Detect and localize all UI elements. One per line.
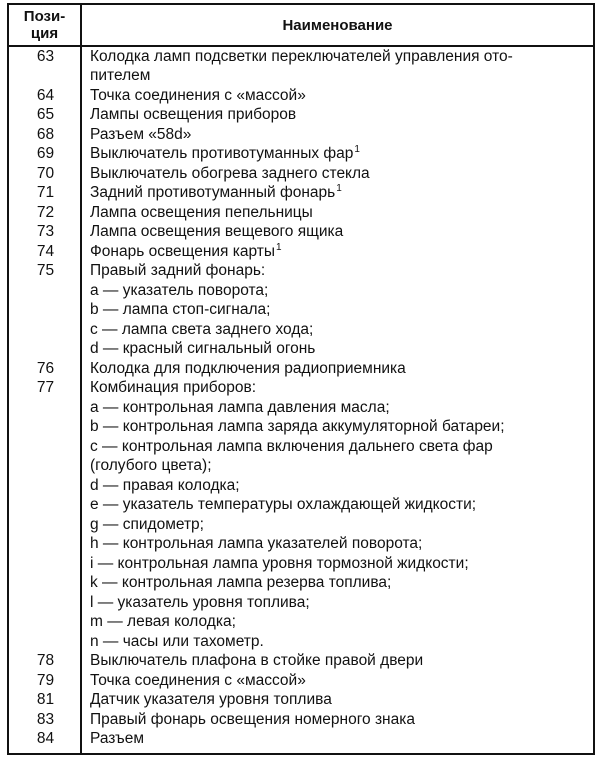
table-row — [9, 86, 593, 106]
row-name — [82, 496, 593, 514]
row-name-text: d — правая колодка; — [90, 476, 240, 494]
table-row — [9, 340, 593, 360]
row-position: 73 — [36, 223, 55, 241]
row-name — [82, 243, 593, 261]
row-name-text: h — контрольная лампа указателей поворота; — [90, 535, 423, 553]
table-row — [9, 574, 593, 594]
row-name-text: Фонарь освещения карты — [90, 242, 276, 260]
row-name-text: i — контрольная лампа уровня тормозной жидкости; — [90, 554, 469, 572]
row-name-text: Лампа освещения вещевого ящика — [90, 223, 344, 241]
row-name — [82, 594, 593, 612]
row-name-text: Выключатель плафона в стойке правой двери — [90, 652, 424, 670]
footnote-marker: 1 — [276, 241, 282, 253]
row-name-text: е — указатель температуры охлаждающей жидкости; — [90, 496, 477, 514]
row-name — [82, 126, 593, 144]
row-name — [82, 399, 593, 417]
footnote-marker: 1 — [336, 183, 342, 195]
row-name — [82, 516, 593, 534]
row-name-text: Выключатель обогрева заднего стекла — [90, 164, 370, 182]
row-name-text: а — контрольная лампа давления масла; — [90, 398, 390, 416]
row-position: 74 — [36, 242, 55, 260]
table-row — [9, 47, 593, 67]
table-row — [9, 496, 593, 516]
table-row — [9, 242, 593, 262]
row-name-text: Комбинация приборов: — [90, 379, 257, 397]
row-name — [82, 106, 593, 124]
row-position: 79 — [36, 671, 55, 689]
table-row — [9, 398, 593, 418]
header-name-label: Наименование — [282, 16, 393, 34]
table-row — [9, 418, 593, 438]
row-name-text: Выключатель противотуманных фар — [90, 145, 354, 163]
row-name-text: а — указатель поворота; — [90, 281, 269, 299]
legend-table — [7, 3, 595, 755]
table-row — [9, 301, 593, 321]
row-position: 77 — [36, 379, 55, 397]
table-row — [9, 359, 593, 379]
row-name-text: m — левая колодка; — [90, 613, 236, 631]
row-name-text: n — часы или тахометр. — [90, 632, 264, 650]
header-position-label: Пози- ция — [23, 8, 66, 42]
row-name — [82, 223, 593, 241]
table-header — [9, 5, 593, 47]
table-row — [9, 125, 593, 145]
header-position — [9, 5, 82, 45]
row-position: 76 — [36, 359, 55, 377]
table-row — [9, 710, 593, 730]
row-name — [82, 457, 593, 475]
table-row — [9, 593, 593, 613]
table-row — [9, 437, 593, 457]
row-name-text: b — лампа стоп-сигнала; — [90, 301, 271, 319]
table-row — [9, 671, 593, 691]
row-name — [82, 730, 593, 748]
table-row — [9, 632, 593, 652]
table-row — [9, 379, 593, 399]
row-position: 63 — [36, 47, 55, 65]
header-name — [82, 5, 593, 45]
row-name — [82, 145, 593, 163]
row-position: 72 — [36, 203, 55, 221]
row-name-text: g — спидометр; — [90, 515, 204, 533]
row-name-text: Задний противотуманный фонарь — [90, 184, 336, 202]
row-name — [82, 282, 593, 300]
table-row — [9, 281, 593, 301]
row-name-text: Разъем «58d» — [90, 125, 192, 143]
row-name-text: k — контрольная лампа резерва топлива; — [90, 574, 392, 592]
row-name — [82, 555, 593, 573]
row-position: 78 — [36, 652, 55, 670]
table-row — [9, 203, 593, 223]
table-body — [9, 47, 593, 753]
footnote-marker: 1 — [354, 144, 360, 156]
row-position: 69 — [36, 145, 55, 163]
row-name — [82, 262, 593, 280]
row-position: 84 — [36, 730, 55, 748]
table-row — [9, 535, 593, 555]
table-row — [9, 613, 593, 633]
row-name-text: Правый задний фонарь: — [90, 262, 266, 280]
row-name — [82, 87, 593, 105]
row-name-text: Точка соединения с «массой» — [90, 671, 306, 689]
row-name-text: Колодка ламп подсветки переключателей управления ото- — [90, 47, 513, 65]
row-name-text: пителем — [90, 67, 151, 85]
row-position: 71 — [36, 184, 55, 202]
row-name-text: с — контрольная лампа включения дальнего света фар — [90, 437, 493, 455]
row-name — [82, 165, 593, 183]
row-name — [82, 204, 593, 222]
row-name — [82, 321, 593, 339]
table-row — [9, 730, 593, 750]
row-name — [82, 184, 593, 202]
row-name — [82, 379, 593, 397]
table-row — [9, 476, 593, 496]
row-name-text: Правый фонарь освещения номерного знака — [90, 710, 415, 728]
row-name-text: b — контрольная лампа заряда аккумуляторной батареи; — [90, 418, 505, 436]
table-row — [9, 67, 593, 87]
table-row — [9, 106, 593, 126]
row-name-text: d — красный сигнальный огонь — [90, 340, 316, 358]
table-row — [9, 320, 593, 340]
row-name — [82, 301, 593, 319]
row-name-text: Лампа освещения пепельницы — [90, 203, 313, 221]
table-row — [9, 652, 593, 672]
row-name-text: Разъем — [90, 730, 145, 748]
table-rows — [9, 47, 593, 749]
table-row — [9, 223, 593, 243]
row-name-text: Точка соединения с «массой» — [90, 86, 306, 104]
row-name-text: Датчик указателя уровня топлива — [90, 691, 332, 709]
table-row — [9, 554, 593, 574]
row-name-text: (голубого цвета); — [90, 457, 212, 475]
row-position: 70 — [36, 164, 55, 182]
table-row — [9, 164, 593, 184]
row-name — [82, 613, 593, 631]
row-name-text: Лампы освещения приборов — [90, 106, 297, 124]
row-name — [82, 711, 593, 729]
row-position: 65 — [36, 106, 55, 124]
row-name — [82, 633, 593, 651]
table-row — [9, 457, 593, 477]
row-position: 83 — [36, 710, 55, 728]
row-name — [82, 477, 593, 495]
row-position: 68 — [36, 125, 55, 143]
row-name — [82, 418, 593, 436]
table-row — [9, 262, 593, 282]
table-row — [9, 145, 593, 165]
row-name-text: Колодка для подключения радиоприемника — [90, 359, 406, 377]
row-name-text: l — указатель уровня топлива; — [90, 593, 310, 611]
column-divider — [80, 47, 82, 753]
table-row — [9, 691, 593, 711]
row-name-text: с — лампа света заднего хода; — [90, 320, 314, 338]
row-position: 64 — [36, 86, 55, 104]
table-row — [9, 184, 593, 204]
row-name — [82, 691, 593, 709]
row-name — [82, 652, 593, 670]
table-row — [9, 515, 593, 535]
row-name — [82, 574, 593, 592]
row-name — [82, 672, 593, 690]
row-name — [82, 67, 593, 85]
row-name — [82, 438, 593, 456]
row-name — [82, 340, 593, 358]
row-name — [82, 535, 593, 553]
row-position: 75 — [36, 262, 55, 280]
row-name — [82, 360, 593, 378]
row-name — [82, 48, 593, 66]
row-position: 81 — [36, 691, 55, 709]
